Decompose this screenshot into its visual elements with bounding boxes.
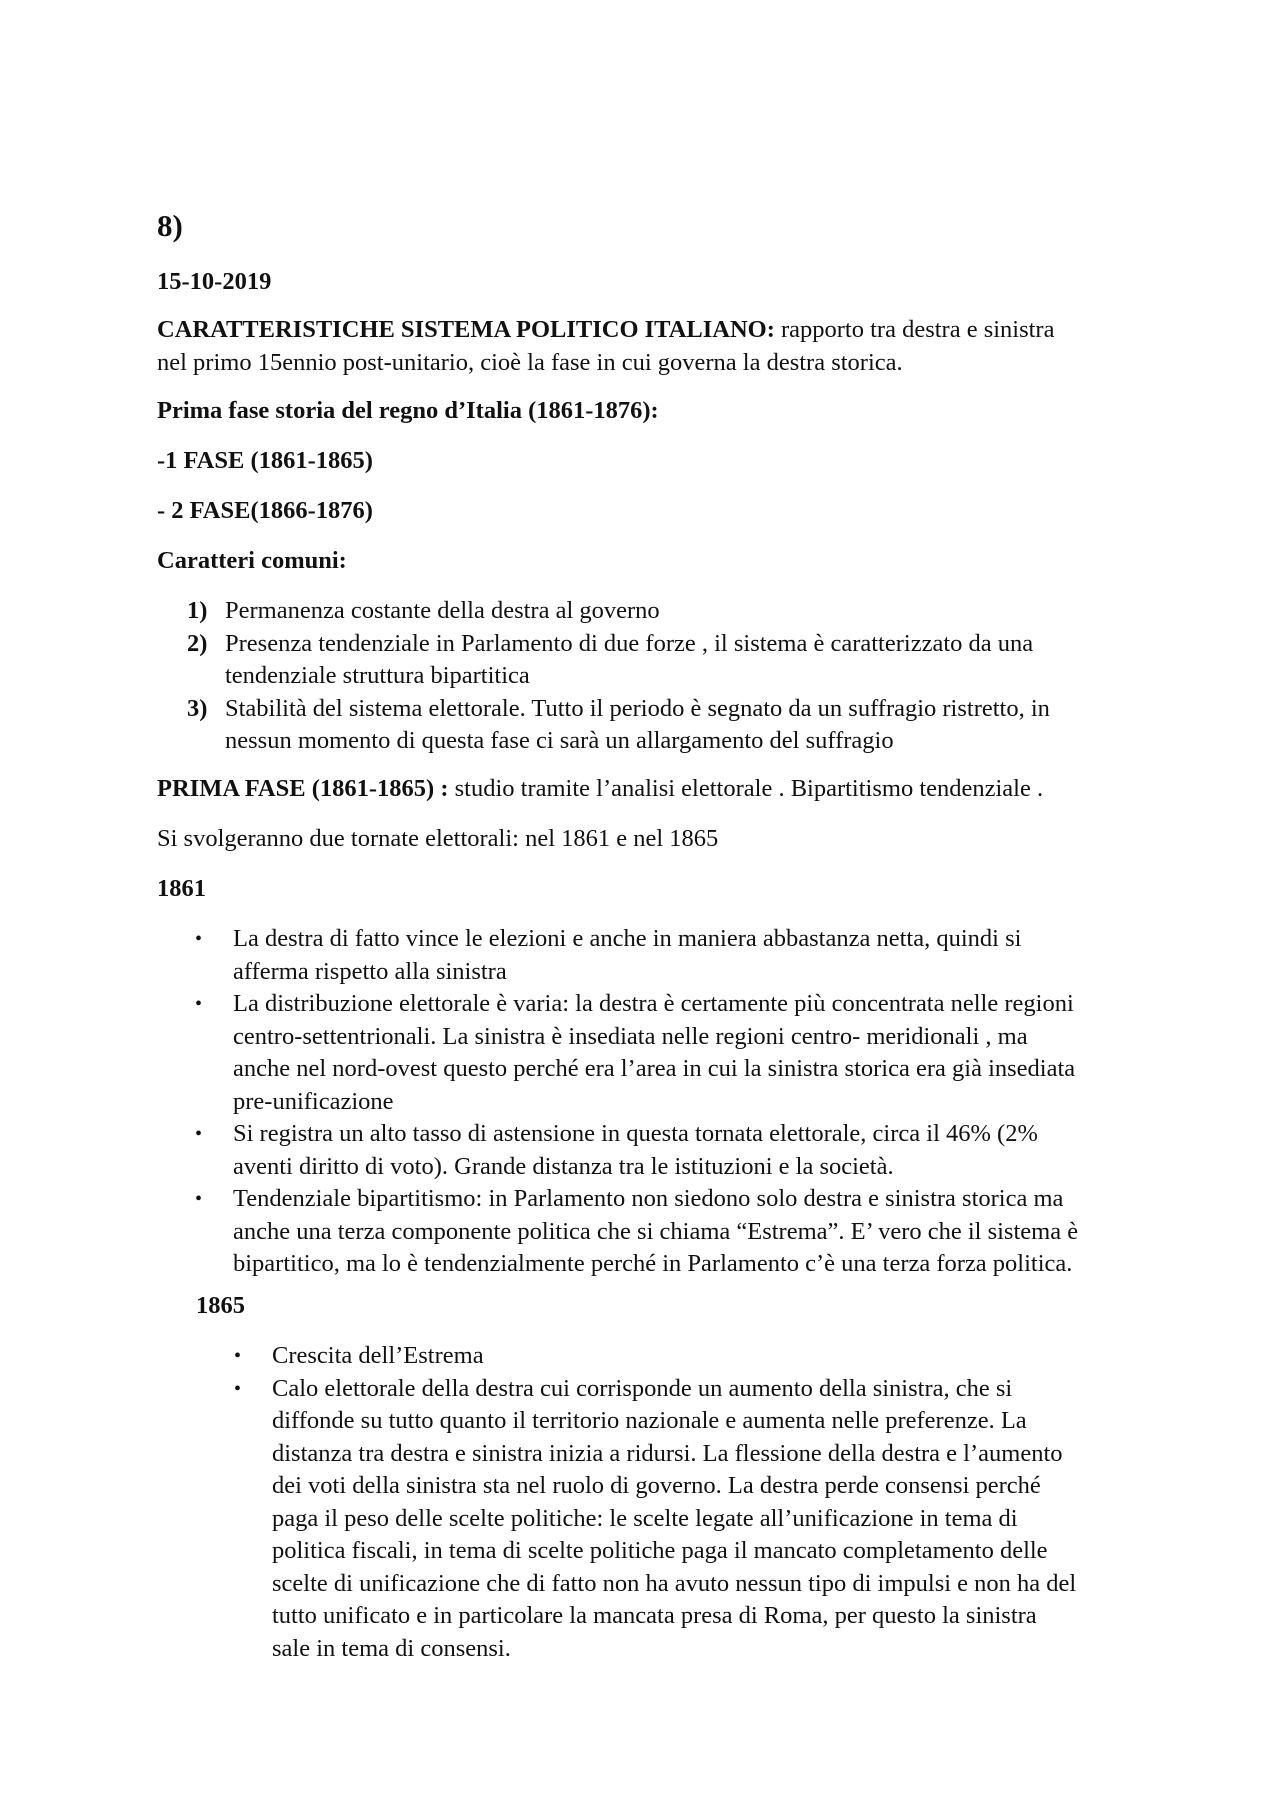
year-1861-list [157,923,1147,1281]
intro-text-line1: rapporto tra destra e sinistra [774,316,1055,343]
list-item-text: scelte di unificazione che di fatto non ha avuto nessun tipo di impulsi e non ha del [272,1569,1077,1597]
year-1861-heading: 1861 [157,875,206,902]
list-item-text: diffonde su tutto quanto il territorio nazionale e aumenta nelle preferenze. La [272,1407,1027,1434]
list-item-text: Presenza tendenziale in Parlamento di due forze , il sistema è caratterizzato da una [225,629,1034,657]
list-item-text: Permanenza costante della destra al governo [225,597,660,624]
list-item-text: Tendenziale bipartitismo: in Parlamento non siedono solo destra e sinistra storica ma [233,1185,1064,1212]
list-item-text: distanza tra destra e sinistra inizia a ridursi. La flessione della destra e l’aumento [272,1439,1063,1467]
list-item-text: La distribuzione elettorale è varia: la destra è certamente più concentrata nelle regioni [233,990,1074,1017]
date: 15-10-2019 [157,268,272,295]
first-phase-paragraph [157,773,1147,806]
bullet-icon: • [195,1188,203,1210]
common-items-list [157,595,1147,758]
list-item-text: dei voti della sinistra sta nel ruolo di governo. La destra perde consensi perché [272,1472,1041,1499]
phase1-label: -1 FASE (1861-1865) [157,447,373,474]
list-item-text: tendenziale struttura bipartitica [225,662,530,689]
year-1865-list [196,1340,1147,1665]
list-marker: 1) [187,597,208,624]
first-phase-text: studio tramite l’analisi elettorale . Bipartitismo tendenziale . [454,775,1044,802]
bullet-icon: • [195,1123,203,1145]
list-item-text: anche una terza componente politica che si chiama “Estrema”. E’ vero che il sistema è [233,1217,1079,1245]
list-item-text: afferma rispetto alla sinistra [233,957,507,985]
list-item-text: aventi diritto di voto). Grande distanza tra le istituzioni e la società. [233,1152,894,1180]
section-number: 8) [157,208,183,243]
list-item-text: Stabilità del sistema elettorale. Tutto il periodo è segnato da un suffragio ristretto, in [225,694,1050,722]
list-item [157,988,1147,1118]
bullet-icon: • [234,1377,242,1400]
list-item-text: anche nel nord-ovest questo perché era l’area in cui la sinistra storica era già insediata [233,1055,1076,1082]
list-item-text: tutto unificato e in particolare la mancata presa di Roma, per questo la sinistra [272,1602,1037,1629]
intro-title: CARATTERISTICHE SISTEMA POLITICO ITALIANO: [157,316,775,343]
intro-paragraph [157,314,1147,379]
phases-heading: Prima fase storia del regno d’Italia (1861-1876): [157,397,659,424]
phase2-label: - 2 FASE(1866-1876) [157,497,373,524]
elections-sentence: Si svolgeranno due tornate elettorali: nel 1861 e nel 1865 [157,825,719,852]
list-item [157,923,1147,988]
bullet-icon: • [234,1345,242,1367]
list-item [157,693,1147,758]
list-item-text: politica fiscali, in tema di scelte politiche paga il mancato completamento delle [272,1537,1048,1564]
intro-text-line2: nel primo 15ennio post-unitario, cioè la fase in cui governa la destra storica. [157,348,903,376]
list-item-text: nessun momento di questa fase ci sarà un allargamento del suffragio [225,727,894,754]
list-item-text: Si registra un alto tasso di astensione in questa tornata elettorale, circa il 46% (2% [233,1120,1038,1147]
list-item-text: pre-unificazione [233,1087,394,1115]
list-item-text: bipartitico, ma lo è tendenzialmente perché in Parlamento c’è una terza forza politica. [233,1250,1073,1277]
list-item-text: La destra di fatto vince le elezioni e anche in maniera abbastanza netta, quindi si [233,925,1022,952]
list-item [157,1118,1147,1183]
list-item [157,628,1147,693]
list-item-text: Crescita dell’Estrema [272,1342,484,1369]
common-heading: Caratteri comuni: [157,547,347,574]
bullet-icon: • [195,993,203,1015]
list-item-text: paga il peso delle scelte politiche: le scelte legate all’unificazione in tema di [272,1504,1018,1532]
bullet-icon: • [195,928,203,950]
first-phase-title: PRIMA FASE (1861-1865) : [157,775,455,802]
list-item [157,595,1147,628]
list-item-text: sale in tema di consensi. [272,1634,511,1662]
list-item [157,1183,1147,1281]
year-1865-heading: 1865 [196,1292,245,1319]
list-item [196,1340,1147,1373]
list-marker: 2) [187,629,208,657]
list-marker: 3) [187,694,208,722]
list-item [196,1373,1147,1666]
list-item-text: Calo elettorale della destra cui corrisponde un aumento della sinistra, che si [272,1374,1013,1402]
list-item-text: centro-settentrionali. La sinistra è insediata nelle regioni centro- meridionali , ma [233,1022,1028,1050]
